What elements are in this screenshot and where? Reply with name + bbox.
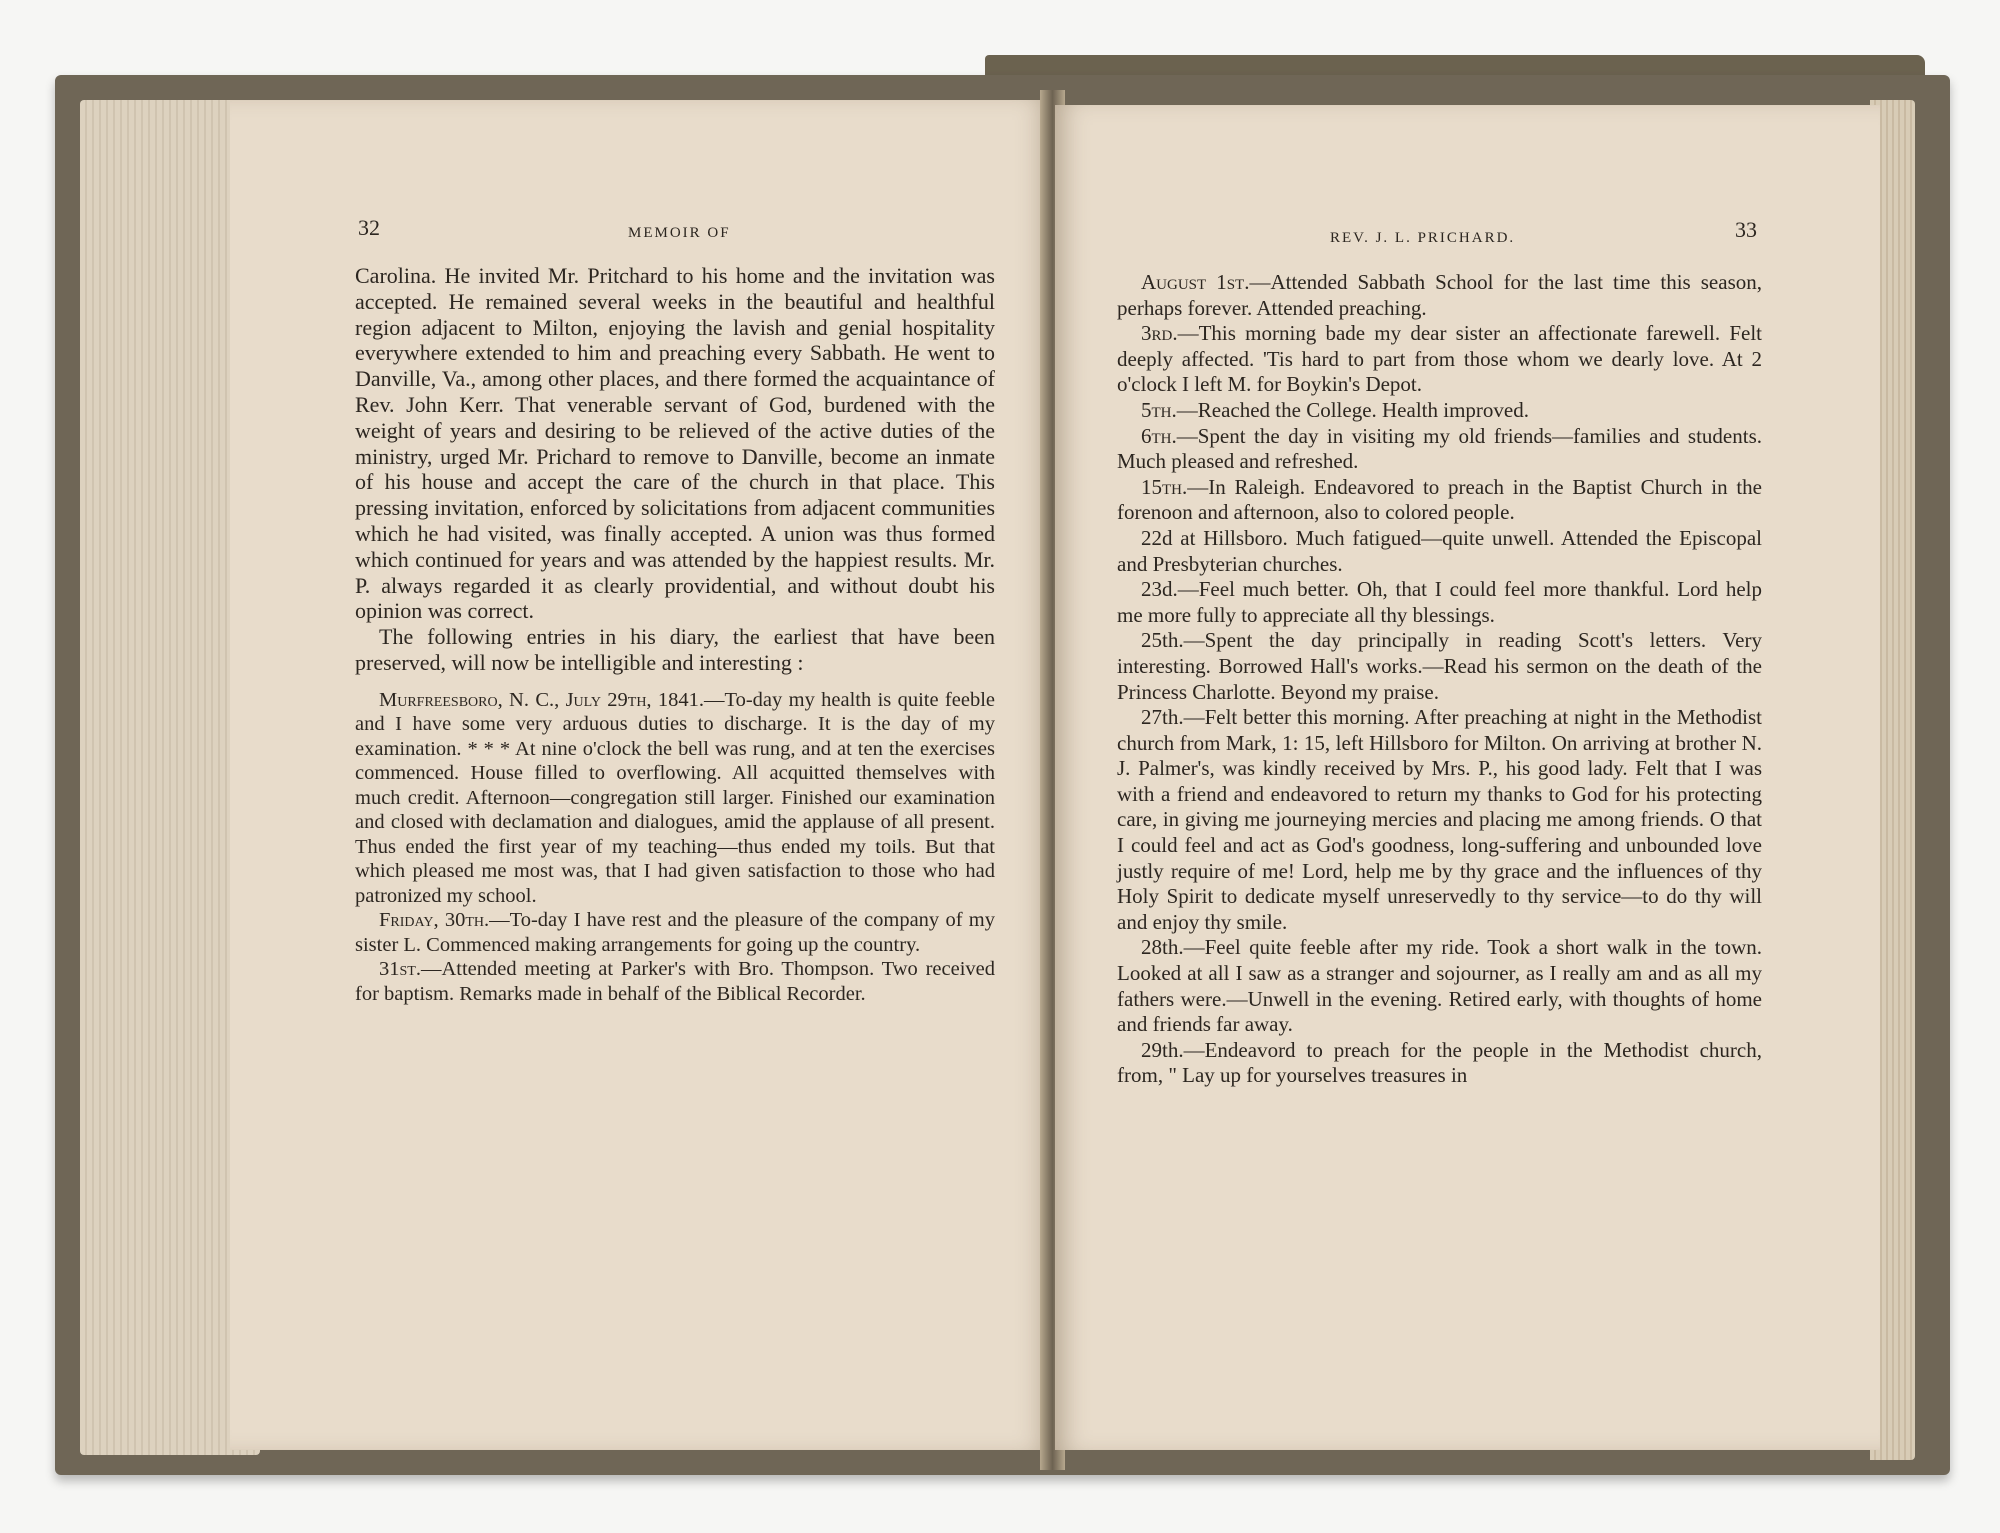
diary-date: 22d [1141, 525, 1173, 550]
paragraph: Carolina. He invited Mr. Pritchard to his home and the invitation was accepted. He remained several weeks in the beautiful and healthful region adjacent to Milton, enjoying the lavish and genial hospitality everywhere extended to him and preaching every Sabbath. He went to Danville, Va., among other places, and there formed the acquaintance of Rev. John Kerr. That venerable servant of God, burdened with the weight of years and desiring to be relieved of the active duties of the ministry, urged Mr. Prichard to remove to Danville, become an inmate of his house and accept the care of the church in that place. This pressing invitation, enforced by solicitations from adjacent communities which he had visited, was finally accepted. A union was thus formed which continued for years and was attended by the happiest results. Mr. P. always regarded it as clearly providential, and without doubt his opinion was correct. [355, 263, 995, 624]
diary-date: 31st. [379, 958, 421, 981]
diary-text: —Endeavord to preach for the people in the Methodist church, from, " Lay up for yourselves treasures in [1117, 1037, 1762, 1088]
paragraph: The following entries in his diary, the earliest that have been preserved, will now be intelligible and interesting : [355, 624, 995, 675]
diary-date: 6th. [1141, 423, 1177, 448]
diary-entries [355, 688, 995, 1007]
diary-date: 15th. [1141, 474, 1188, 499]
diary-text: —In Raleigh. Endeavored to preach in the Baptist Church in the forenoon and afternoon, also to colored people. [1117, 474, 1762, 525]
diary-entry [1117, 398, 1762, 424]
diary-text: —Attended meeting at Parker's with Bro. Thompson. Two received for baptism. Remarks made in behalf of the Biblical Recorder. [355, 958, 995, 1005]
diary-text: —Spent the day in visiting my old friends—families and students. Much pleased and refreshed. [1117, 423, 1762, 474]
diary-text: —Felt better this morning. After preaching at night in the Methodist church from Mark, 1: 15, left Hillsboro for Milton. On arriving at brother N. J. Palmer's, was kindly received by Mrs. P., his good lady. Felt that I was with a friend and endeavored to return my thanks to God for his protecting care, in giving me journeying mercies and placing me among friends. O that I could feel and act as God's goodness, long-suffering and unbounded love justly require of me! Lord, help me by thy grace and the influences of thy Holy Spirit to dedicate myself unreservedly to thy service—to do thy will and enjoy thy smile. [1117, 705, 1762, 934]
diary-date: 5th. [1141, 397, 1177, 422]
right-page-body [1117, 270, 1762, 1089]
right-page [1055, 105, 1880, 1450]
diary-entry [1117, 526, 1762, 577]
diary-date: 27th. [1141, 705, 1184, 730]
diary-text: —Spent the day principally in reading Scott's letters. Very interesting. Borrowed Hall's works.—Read his sermon on the death of the Princess Charlotte. Beyond my praise. [1117, 628, 1762, 704]
diary-entry [355, 688, 995, 909]
diary-entry [1117, 705, 1762, 935]
diary-date: 28th. [1141, 935, 1184, 960]
diary-entry [1117, 424, 1762, 475]
page-number: 32 [358, 215, 380, 240]
diary-date: 3rd. [1141, 321, 1178, 346]
diary-date: August 1st. [1141, 270, 1250, 294]
diary-entry [1117, 321, 1762, 398]
diary-entry [1117, 1038, 1762, 1089]
diary-entry [1117, 935, 1762, 1037]
diary-date: 29th. [1141, 1037, 1184, 1062]
diary-date: 25th. [1141, 628, 1184, 653]
diary-entry [1117, 475, 1762, 526]
page-number: 33 [1735, 217, 1757, 242]
diary-date: Murfreesboro, N. C., July 29th, 1841. [379, 688, 705, 711]
diary-entry [1117, 270, 1762, 321]
running-head: MEMOIR OF [628, 225, 731, 241]
diary-text: —Feel quite feeble after my ride. Took a short walk in the town. Looked at all I saw as a stranger and sojourner, as I really am and as all my fathers were.—Unwell in the evening. Retired early, with thoughts of home and friends far away. [1117, 935, 1762, 1037]
diary-entry [1117, 628, 1762, 705]
diary-text: —Attended Sabbath School for the last time this season, perhaps forever. Attended preaching. [1117, 270, 1762, 320]
diary-entry [1117, 577, 1762, 628]
left-page-body [355, 263, 995, 1006]
diary-text: —To-day I have rest and the pleasure of the company of my sister L. Commenced making arrangements for going up the country. [355, 909, 996, 956]
running-head: REV. J. L. PRICHARD. [1330, 230, 1516, 246]
diary-text: —Feel much better. Oh, that I could feel more thankful. Lord help me more fully to appreciate all thy blessings. [1117, 577, 1762, 627]
diary-entry [355, 908, 995, 957]
diary-text: —To-day my health is quite feeble and I have some very arduous duties to discharge. It is the day of my examination. * * * At nine o'clock the bell was rung, and at ten the exercises commenced. House filled to overflowing. All acquitted themselves with much credit. Afternoon—congregation still larger. Finished our examination and closed with declamation and dialogues, amid the applause of all present. Thus ended the first year of my teaching—thus ended my toils. But that which pleased me most was, that I had given satisfaction to those who had patronized my school. [355, 688, 995, 907]
diary-date: Friday, 30th. [379, 909, 490, 932]
diary-text: at Hillsboro. Much fatigued—quite unwell. Attended the Episcopal and Presbyterian churches. [1117, 525, 1762, 576]
diary-date: 23d. [1141, 577, 1178, 602]
diary-entry [355, 957, 995, 1006]
diary-text: —Reached the College. Health improved. [1176, 397, 1529, 422]
diary-text: —This morning bade my dear sister an affectionate farewell. Felt deeply affected. 'Tis hard to part from those whom we dearly love. At 2 o'clock I left M. for Boykin's Depot. [1117, 321, 1762, 397]
left-page [230, 100, 1050, 1450]
